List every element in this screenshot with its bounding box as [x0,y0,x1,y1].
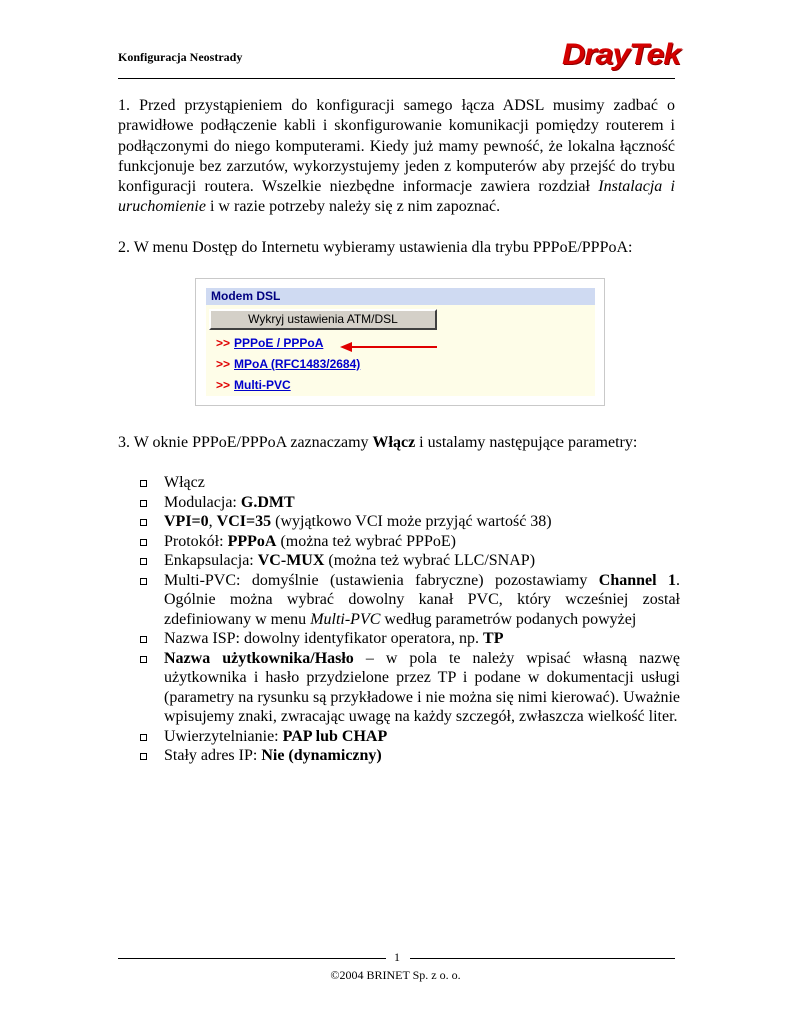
menu-link-multi-pvc[interactable] [216,378,291,392]
item-text: (można też wybrać LLC/SNAP) [324,552,536,569]
square-bullet-icon [140,753,147,760]
list-item [140,493,680,513]
item-bold: TP [483,630,504,647]
square-bullet-icon [140,539,147,546]
item-text: Protokół: [164,532,228,550]
square-bullet-icon [140,519,147,526]
item-bold: Channel 1 [598,571,677,589]
footer-rule-left [118,958,386,959]
item-text: Uwierzytelnianie: [164,727,283,745]
list-item [140,746,680,766]
item-text: – w pola te należy wpisać własną nazwę użytkownika i hasło przydzielone przez TP i podane w dokumentacji usługi (parametry na rysunku są przykładowe i nie można się nimi kierować). Uważnie wpisujemy znaki, zwracając uwagę na każdy szczegół, zwłaszcza wielkość liter. [164,649,680,725]
list-item [140,512,680,532]
list-item [140,649,680,727]
link-label-pppoe-pppoa[interactable]: PPPoE / PPPoA [234,336,324,350]
item-text: Nazwa ISP: dowolny identyfikator operatora, np. [164,630,484,647]
item-text: Enkapsulacja: [164,552,258,569]
item-bold: PPPoA [227,532,277,550]
item-text: według parametrów podanych powyżej [380,610,637,628]
square-bullet-icon [140,558,147,565]
paragraph-1-text: 1. Przed przystąpieniem do konfiguracji samego łącza ADSL musimy zadbać o prawidłowe podłączenie kabli i skonfigurowanie komunikacji pomiędzy routerem i podłączonymi do niego komputerami. Kiedy już mamy pewność, że lokalna łączność funkcjonuje bez zarzutów, wykorzystujemy jeden z komputerów aby przejść do trybu konfiguracji routera. Wszelkie niezbędne informacje zawiera rozdział [118,97,675,196]
square-bullet-icon [140,656,147,663]
item-bold: Nazwa użytkownika/Hasło [164,649,354,667]
item-text: (wyjątkowo VCI może przyjąć wartość 38) [271,513,552,530]
red-pointer-arrow-icon [340,341,440,353]
link-arrow: >> [216,336,231,350]
item-bold: VC-MUX [257,552,325,569]
paragraph-3-c: i ustalamy następujące parametry: [415,434,638,451]
footer-copyright: ©2004 BRINET Sp. z o. o. [330,968,461,982]
paragraph-1 [118,96,675,218]
paragraph-3-bold: Włącz [372,434,416,451]
paragraph-3 [118,433,675,453]
paragraph-1-emphasis: Instalacja i uruchomienie [118,178,676,216]
link-arrow: >> [216,357,231,371]
paragraph-3-a: 3. W oknie PPPoE/PPPoA zaznaczamy [118,434,373,451]
link-arrow: >> [216,378,231,392]
item-bold: G.DMT [240,493,295,511]
parameter-list [140,473,680,766]
item-text: , [208,513,217,530]
detect-atm-dsl-button[interactable]: Wykryj ustawienia ATM/DSL [209,309,437,330]
page-number: 1 [394,950,400,964]
list-item [140,629,680,649]
menu-link-pppoe-pppoa[interactable] [216,336,323,350]
item-bold: VCI=35 [216,513,272,530]
item-bold: PAP lub CHAP [282,727,388,745]
paragraph-1-tail: i w razie potrzeby należy się z nim zapoznać. [205,198,501,216]
square-bullet-icon [140,578,147,585]
item-bold: Nie (dynamiczny) [261,747,382,764]
item-bold: VPI=0 [164,513,209,530]
item-text: . Ogólnie można wybrać dowolny kanał PVC, który wcześniej został zdefiniowany w menu [164,571,681,628]
square-bullet-icon [140,734,147,741]
paragraph-2: 2. W menu Dostęp do Internetu wybieramy ustawienia dla trybu PPPoE/PPPoA: [118,239,633,256]
list-item [140,532,680,552]
square-bullet-icon [140,480,147,487]
item-emphasis: Multi-PVC [310,610,381,628]
list-item [140,551,680,571]
item-text: Włącz [164,474,205,491]
square-bullet-icon [140,500,147,507]
list-item [140,571,680,630]
list-item [140,473,680,493]
item-text: Stały adres IP: [164,747,262,764]
item-text: (można też wybrać PPPoE) [276,532,456,550]
link-label-multi-pvc[interactable]: Multi-PVC [234,378,291,392]
item-text: Modulacja: [164,493,241,511]
list-item [140,727,680,747]
square-bullet-icon [140,636,147,643]
draytek-logo: DrayTek [562,38,681,71]
modem-dsl-header [206,288,595,305]
menu-link-mpoa[interactable] [216,357,360,371]
item-text: Multi-PVC: domyślnie (ustawienia fabryczne) pozostawiamy [164,571,599,589]
page-header-title: Konfiguracja Neostrady [118,50,243,64]
footer-rule-right [410,958,675,959]
header-rule [118,78,675,79]
link-label-mpoa[interactable]: MPoA (RFC1483/2684) [234,357,361,371]
modem-dsl-header-label: Modem DSL [211,289,281,303]
